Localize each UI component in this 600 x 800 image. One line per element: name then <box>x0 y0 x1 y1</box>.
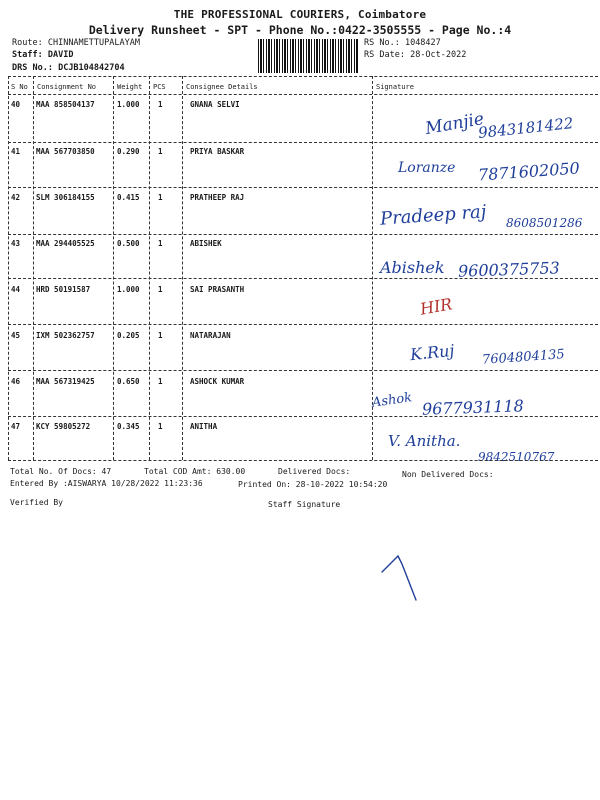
signature-scribble: Pradeep raj <box>379 201 488 230</box>
row-consignment: MAA 858504137 <box>36 100 95 109</box>
barcode <box>258 39 358 73</box>
row-rule <box>8 324 598 325</box>
row-rule <box>8 142 598 143</box>
rs-no-label: RS No.: <box>364 38 400 48</box>
row-consignee: ABISHEK <box>190 239 222 248</box>
row-sno: 41 <box>11 147 21 156</box>
row-sno: 45 <box>11 331 21 340</box>
row-consignee: GNANA SELVI <box>190 100 240 109</box>
signature-phone: 7871602050 <box>477 158 581 185</box>
row-rule <box>8 234 598 235</box>
rs-no-line <box>364 38 441 48</box>
total-cod: Total COD Amt: 630.00 <box>144 467 246 476</box>
row-sno: 42 <box>11 193 21 202</box>
row-consignment: SLM 306184155 <box>36 193 95 202</box>
row-weight: 0.345 <box>117 422 140 431</box>
row-weight: 0.650 <box>117 377 140 386</box>
row-consignment: HRD 50191587 <box>36 285 91 294</box>
staff-signature: Staff Signature <box>268 500 341 509</box>
col-divider <box>113 76 114 460</box>
signature-phone: 8608501286 <box>506 216 583 230</box>
row-weight: 0.500 <box>117 239 140 248</box>
row-consignment: IXM 502362757 <box>36 331 95 340</box>
row-rule <box>8 416 598 417</box>
signature-scribble: Manjie <box>423 109 486 139</box>
row-pcs: 1 <box>158 285 163 294</box>
row-consignee: SAI PRASANTH <box>190 285 245 294</box>
rs-date-value: 28-Oct-2022 <box>410 50 467 60</box>
pen-stroke-mark <box>370 550 440 610</box>
col-divider <box>8 76 9 460</box>
row-weight: 0.290 <box>117 147 140 156</box>
signature-scribble: V. Anitha. <box>388 432 461 450</box>
row-consignment: KCY 59805272 <box>36 422 91 431</box>
rs-date-line <box>364 50 466 60</box>
runsheet-subtitle: Delivery Runsheet - SPT - Phone No.:0422-3505555 - Page No.:4 <box>88 23 512 37</box>
total-docs: Total No. Of Docs: 47 <box>10 467 112 476</box>
col-divider <box>182 76 183 460</box>
staff-label: Staff: <box>12 50 43 60</box>
col-header-pcs: PCS <box>153 83 166 91</box>
row-weight: 1.000 <box>117 285 140 294</box>
col-header-weight: Weight <box>117 83 143 91</box>
row-pcs: 1 <box>158 377 163 386</box>
row-consignee: ASHOCK KUMAR <box>190 377 245 386</box>
table-top-rule <box>8 76 598 77</box>
col-header-sno: S No <box>11 83 28 91</box>
row-rule <box>8 187 598 188</box>
non-delivered-docs: Non Delivered Docs: <box>402 470 494 479</box>
row-weight: 0.205 <box>117 331 140 340</box>
row-rule <box>8 370 598 371</box>
row-pcs: 1 <box>158 239 163 248</box>
row-pcs: 1 <box>158 331 163 340</box>
header-bottom-rule <box>8 94 598 95</box>
row-consignee: ANITHA <box>190 422 218 431</box>
signature-scribble: Loranze <box>398 160 456 176</box>
row-consignment: MAA 567703850 <box>36 147 95 156</box>
rs-date-label: RS Date: <box>364 50 405 60</box>
verified-by: Verified By <box>10 498 63 507</box>
row-consignee: PRIYA BASKAR <box>190 147 245 156</box>
signature-phone: 9600375753 <box>457 258 561 281</box>
route-line <box>12 38 140 48</box>
table-bottom-rule <box>8 460 598 461</box>
row-pcs: 1 <box>158 422 163 431</box>
delivered-docs: Delivered Docs: <box>278 467 351 476</box>
rs-no-value: 1048427 <box>404 38 441 48</box>
row-sno: 47 <box>11 422 21 431</box>
row-weight: 0.415 <box>117 193 140 202</box>
col-header-consignee: Consignee Details <box>186 83 258 91</box>
row-sno: 46 <box>11 377 21 386</box>
row-pcs: 1 <box>158 193 163 202</box>
row-sno: 43 <box>11 239 21 248</box>
signature-phone: 7604804135 <box>481 347 566 368</box>
drs-value: DCJB104842704 <box>58 63 125 73</box>
company-title: THE PROFESSIONAL COURIERS, Coimbatore <box>173 8 427 21</box>
drs-label: DRS No.: <box>12 63 53 73</box>
staff-value: DAVID <box>47 50 74 60</box>
row-consignment: MAA 294405525 <box>36 239 95 248</box>
signature-scribble: Ashok <box>371 390 413 411</box>
row-consignee: NATARAJAN <box>190 331 231 340</box>
signature-scribble: K.Ruj <box>409 340 456 365</box>
row-rule <box>8 278 598 279</box>
route-label: Route: <box>12 38 43 48</box>
signature-scribble: Abishek <box>380 258 445 277</box>
col-divider <box>149 76 150 460</box>
col-header-signature: Signature <box>376 83 414 91</box>
row-pcs: 1 <box>158 100 163 109</box>
signature-scribble: HIR <box>418 294 454 319</box>
route-value: CHINNAMETTUPALAYAM <box>47 38 140 48</box>
signature-phone: 9843181422 <box>477 114 575 142</box>
row-weight: 1.000 <box>117 100 140 109</box>
row-sno: 40 <box>11 100 21 109</box>
signature-phone: 9842510767 <box>478 450 555 464</box>
staff-line <box>12 50 73 60</box>
row-consignment: MAA 567319425 <box>36 377 95 386</box>
signature-phone: 9677931118 <box>421 396 525 419</box>
row-pcs: 1 <box>158 147 163 156</box>
printed-on: Printed On: 28-10-2022 10:54:20 <box>238 480 388 489</box>
entered-by: Entered By :AISWARYA 10/28/2022 11:23:36 <box>10 479 203 488</box>
col-header-consignment: Consignment No <box>37 83 97 91</box>
drs-line <box>12 63 125 73</box>
col-divider <box>33 76 34 460</box>
row-consignee: PRATHEEP RAJ <box>190 193 245 202</box>
row-sno: 44 <box>11 285 21 294</box>
